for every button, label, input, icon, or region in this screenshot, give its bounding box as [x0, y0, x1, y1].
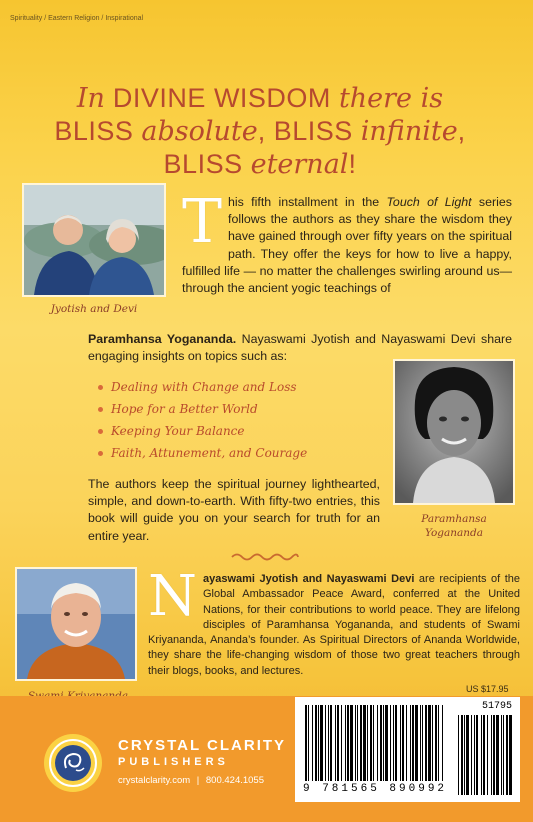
authors-photo	[22, 183, 166, 297]
authors-caption: Jyotish and Devi	[50, 303, 138, 315]
publisher-phone: 800.424.1055	[205, 775, 265, 786]
headline-quote	[40, 82, 480, 181]
barcode-number: 9 781565 890992	[303, 783, 448, 795]
price-label: US $17.95	[466, 684, 509, 694]
intro-paragraph: This fifth installment in the Touch of Light series follows the authors as they share the wisdom they have gained through over fifty years on the spiritual path. They offer the keys for how to live a happy, fulfilled life — no matter the challenges swirling around us—through the ancient yogic teachings of	[182, 187, 512, 296]
list-item: Faith, Attunement, and Courage	[98, 442, 307, 464]
category-label: Spirituality / Eastern Religion / Inspirational	[10, 15, 144, 22]
list-item: Keeping Your Balance	[98, 420, 307, 442]
barcode-box	[295, 697, 520, 802]
intro-paragraph-continued: Paramhansa Yogananda. Nayaswami Jyotish and Nayaswami Devi share engaging insights on topics such as:	[88, 332, 513, 364]
bullet-icon	[98, 451, 103, 456]
yogananda-caption: Paramhansa Yogananda	[421, 513, 487, 539]
headline-line-1: In DIVINE WISDOM there is	[76, 83, 444, 114]
kriyananda-photo	[15, 567, 137, 681]
intro-dropcap: T	[182, 187, 223, 257]
publisher-subtitle: PUBLISHERS	[118, 756, 229, 768]
publisher-name: CRYSTAL CLARITY	[118, 737, 287, 754]
publisher-website: crystalclarity.com	[118, 775, 191, 786]
bullet-icon	[98, 407, 103, 412]
barcode-price-code: 51795	[481, 701, 512, 712]
series-title: Touch of Light	[386, 195, 472, 209]
bullet-icon	[98, 385, 103, 390]
publisher-contact: crystalclarity.com | 800.424.1055	[118, 775, 265, 786]
bullet-icon	[98, 429, 103, 434]
closing-paragraph: The authors keep the spiritual journey lighthearted, simple, and down-to-earth. With fifty-two entries, this book will guide you on your search for truth for an entire year.	[88, 477, 380, 543]
headline-line-3: BLISS eternal!	[163, 149, 357, 180]
yogananda-photo	[393, 359, 515, 505]
teacher-name: Paramhansa Yogananda.	[88, 332, 237, 346]
list-item: Hope for a Better World	[98, 398, 307, 420]
headline-line-2: BLISS absolute, BLISS infinite,	[54, 116, 466, 147]
wave-divider-icon	[230, 552, 300, 562]
bio-author-names: ayaswami Jyotish and Nayaswami Devi	[203, 573, 415, 585]
publisher-logo-icon	[42, 732, 104, 794]
list-item: Dealing with Change and Loss	[98, 376, 307, 398]
topic-list	[98, 376, 307, 464]
bio-paragraph: Nayaswami Jyotish and Nayaswami Devi are recipients of the Global Ambassador Peace Award, conferred at the United Nations, for their contributions to world peace. They are lifelong disciples of Paramhansa Yogananda, and students of Swami Kriyananda, Ananda’s founder. As Spiritual Directors of Ananda Worldwide, they share the life-changing wisdom of those two great teachers through their blogs, books, and lectures.	[148, 564, 521, 677]
bio-dropcap: N	[148, 564, 197, 629]
